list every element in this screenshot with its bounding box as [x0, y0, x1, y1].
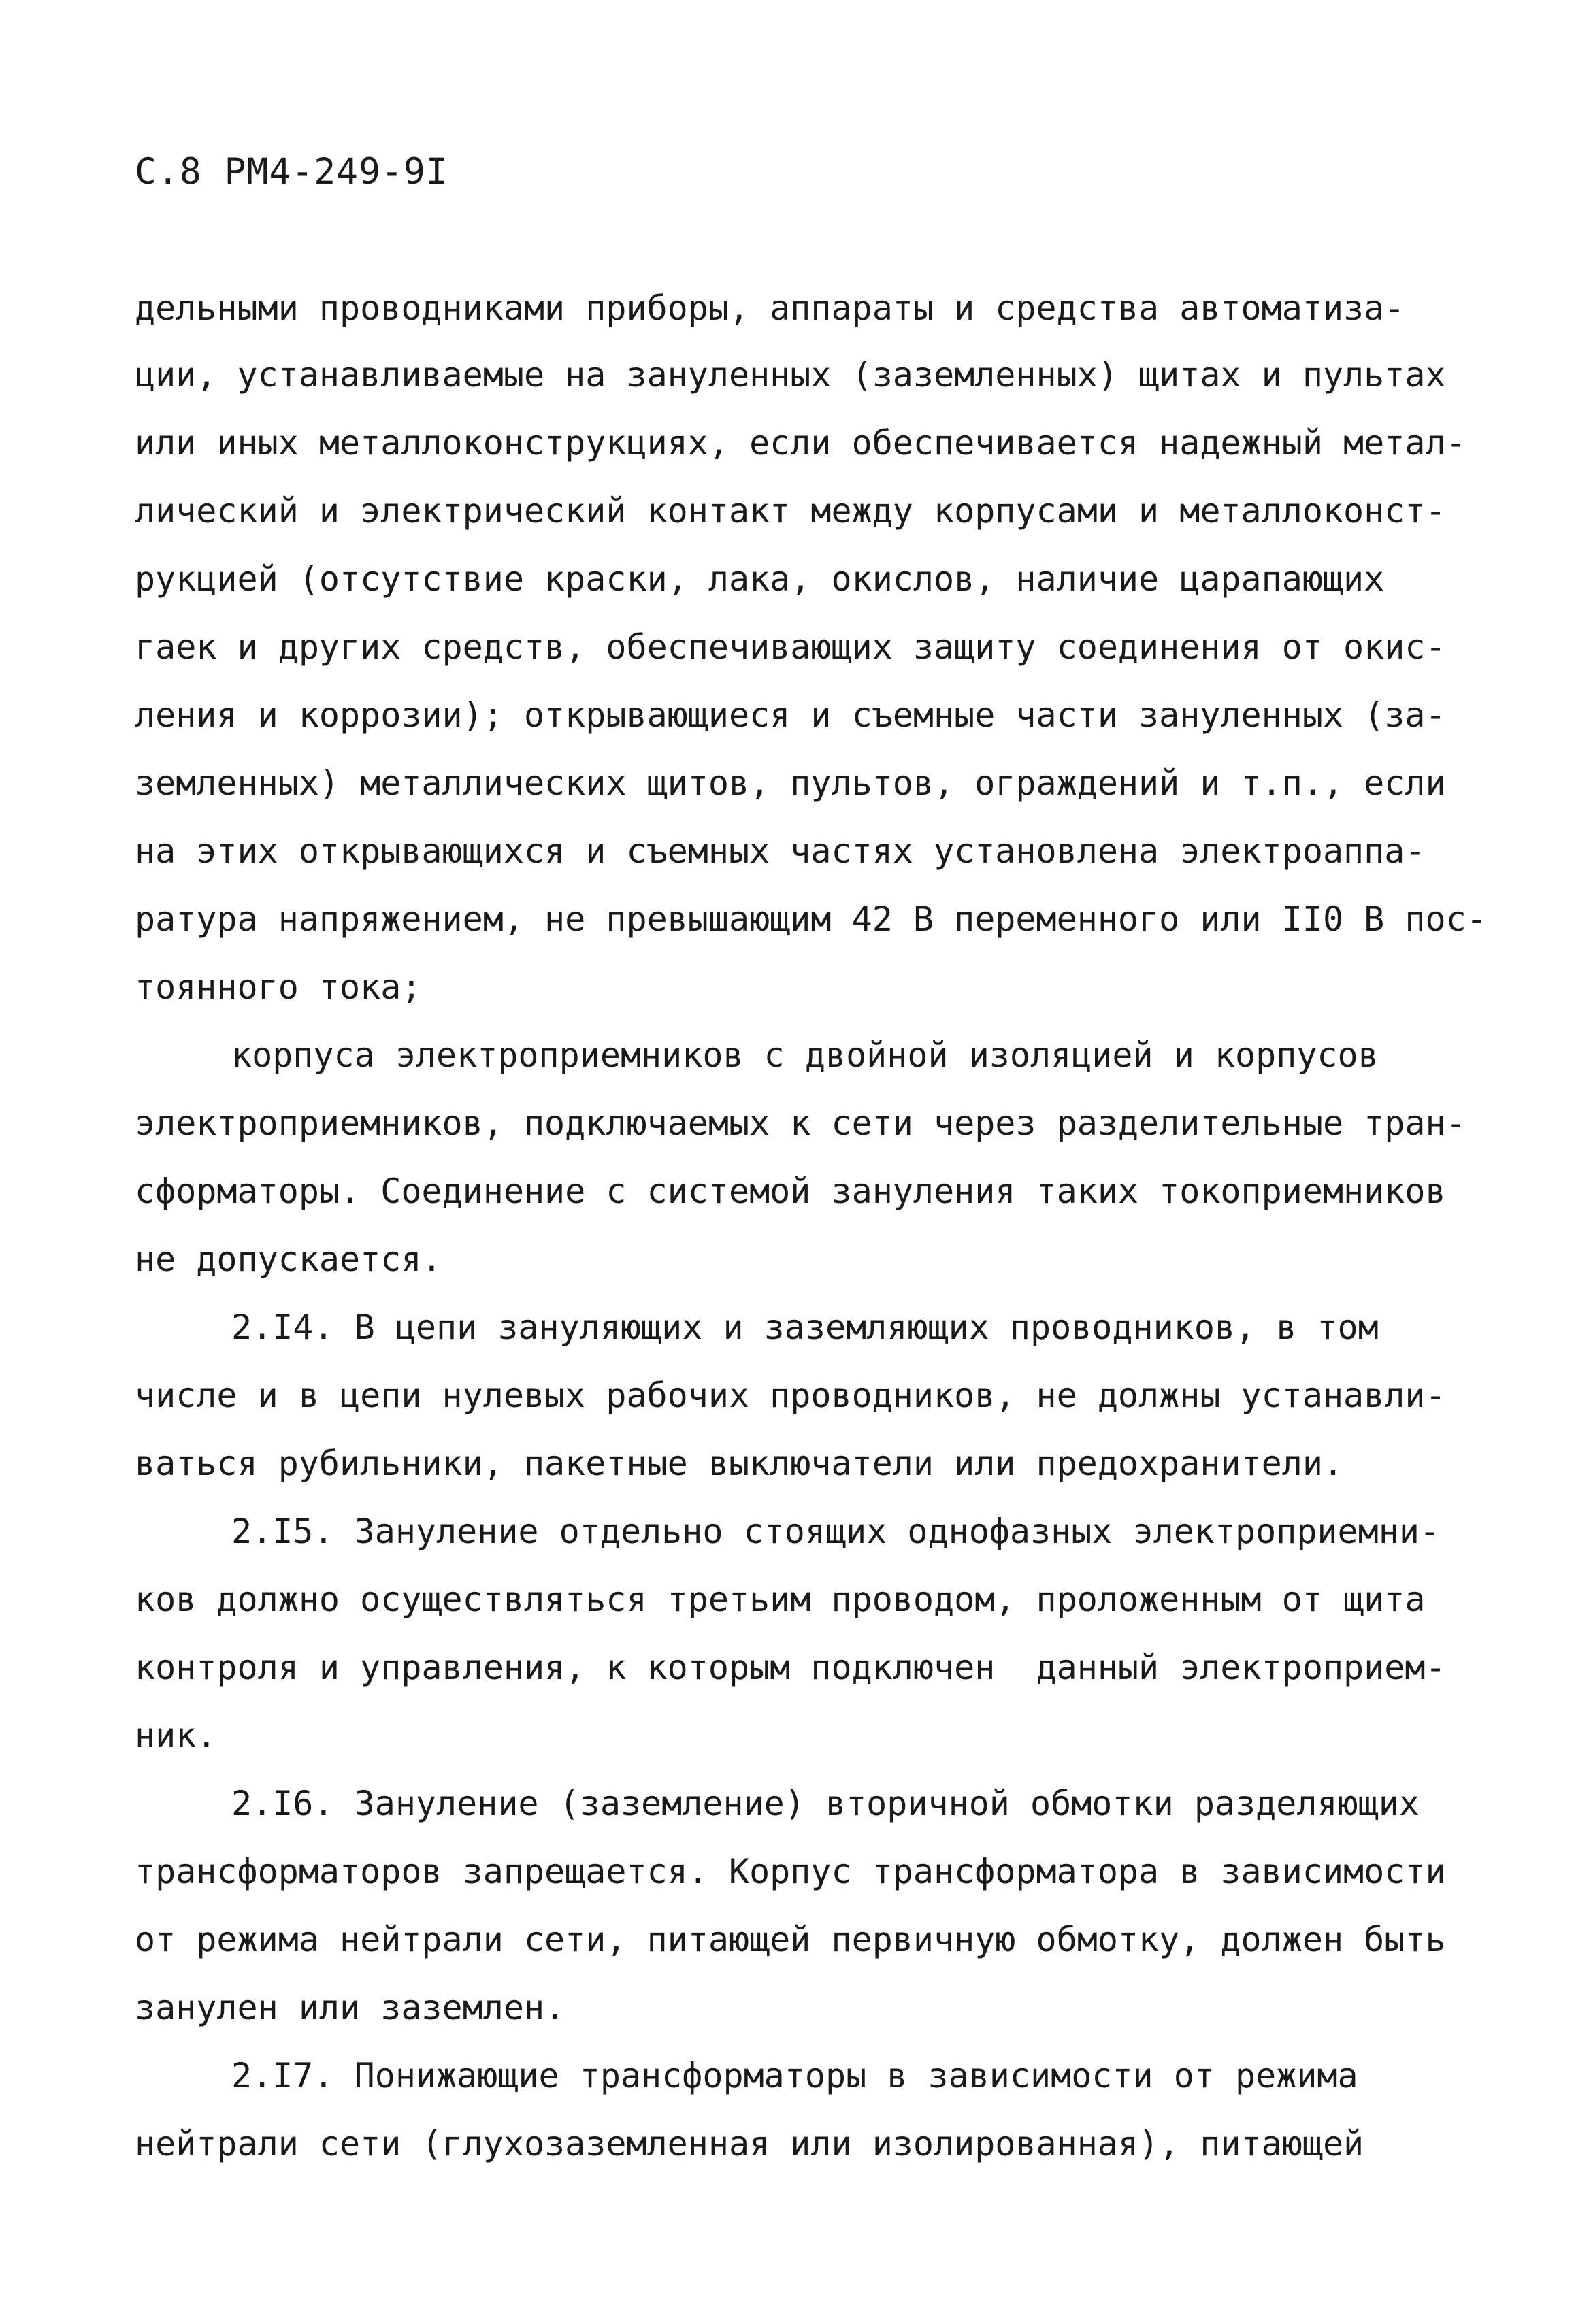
text-line: ления и коррозии); открывающиеся и съемные части зануленных (за- — [135, 695, 1446, 735]
text-line: тоянного тока; — [135, 967, 422, 1007]
clause-2-16: 2.I6. Зануление (заземление) вторичной обмотки разделяющих — [231, 1784, 1420, 1823]
text-line: нейтрали сети (глухозаземленная или изолированная), питающей — [135, 2124, 1364, 2163]
text-line: от режима нейтрали сети, питающей первичную обмотку, должен быть — [135, 1920, 1446, 1959]
text-line: ник. — [135, 1716, 217, 1755]
text-line: электроприемников, подключаемых к сети через разделительные тран- — [135, 1103, 1466, 1143]
text-line: на этих открывающихся и съемных частях установлена электроаппа- — [135, 831, 1426, 871]
text-line: сформаторы. Соединение с системой зануления таких токоприемников — [135, 1172, 1446, 1211]
text-line: лический и электрический контакт между корпусами и металлоконст- — [135, 491, 1446, 531]
text-line: числе и в цепи нулевых рабочих проводников, не должны устанавли- — [135, 1376, 1446, 1415]
text-line: ции, устанавливаемые на зануленных (заземленных) щитах и пультах — [135, 355, 1446, 395]
text-line: рукцией (отсутствие краски, лака, окислов, наличие царапающих — [135, 559, 1385, 599]
text-line: земленных) металлических щитов, пультов, ограждений и т.п., если — [135, 763, 1446, 803]
clause-2-17: 2.I7. Понижающие трансформаторы в зависимости от режима — [231, 2056, 1358, 2095]
text-line: ков должно осуществляться третьим проводом, проложенным от щита — [135, 1580, 1426, 1619]
clause-2-14: 2.I4. В цепи зануляющих и заземляющих проводников, в том — [231, 1308, 1379, 1347]
paragraph-start: корпуса электроприемников с двойной изоляцией и корпусов — [231, 1035, 1379, 1075]
text-line: не допускается. — [135, 1240, 442, 1279]
text-line: дельными проводниками приборы, аппараты и средства автоматиза- — [135, 288, 1405, 328]
text-line: контроля и управления, к которым подключен данный электроприем- — [135, 1648, 1446, 1687]
text-line: трансформаторов запрещается. Корпус трансформатора в зависимости — [135, 1852, 1446, 1891]
text-line: или иных металлоконструкциях, если обеспечивается надежный метал- — [135, 423, 1466, 463]
text-line: ваться рубильники, пакетные выключатели или предохранители. — [135, 1444, 1344, 1483]
text-line: ратура напряжением, не превышающим 42 В переменного или II0 В пос- — [135, 899, 1487, 939]
page-header: С.8 РМ4-249-9I — [135, 151, 448, 193]
text-line: занулен или заземлен. — [135, 1988, 565, 2027]
clause-2-15: 2.I5. Зануление отдельно стоящих однофазных электроприемни- — [231, 1512, 1441, 1551]
text-line: гаек и других средств, обеспечивающих защиту соединения от окис- — [135, 627, 1446, 667]
